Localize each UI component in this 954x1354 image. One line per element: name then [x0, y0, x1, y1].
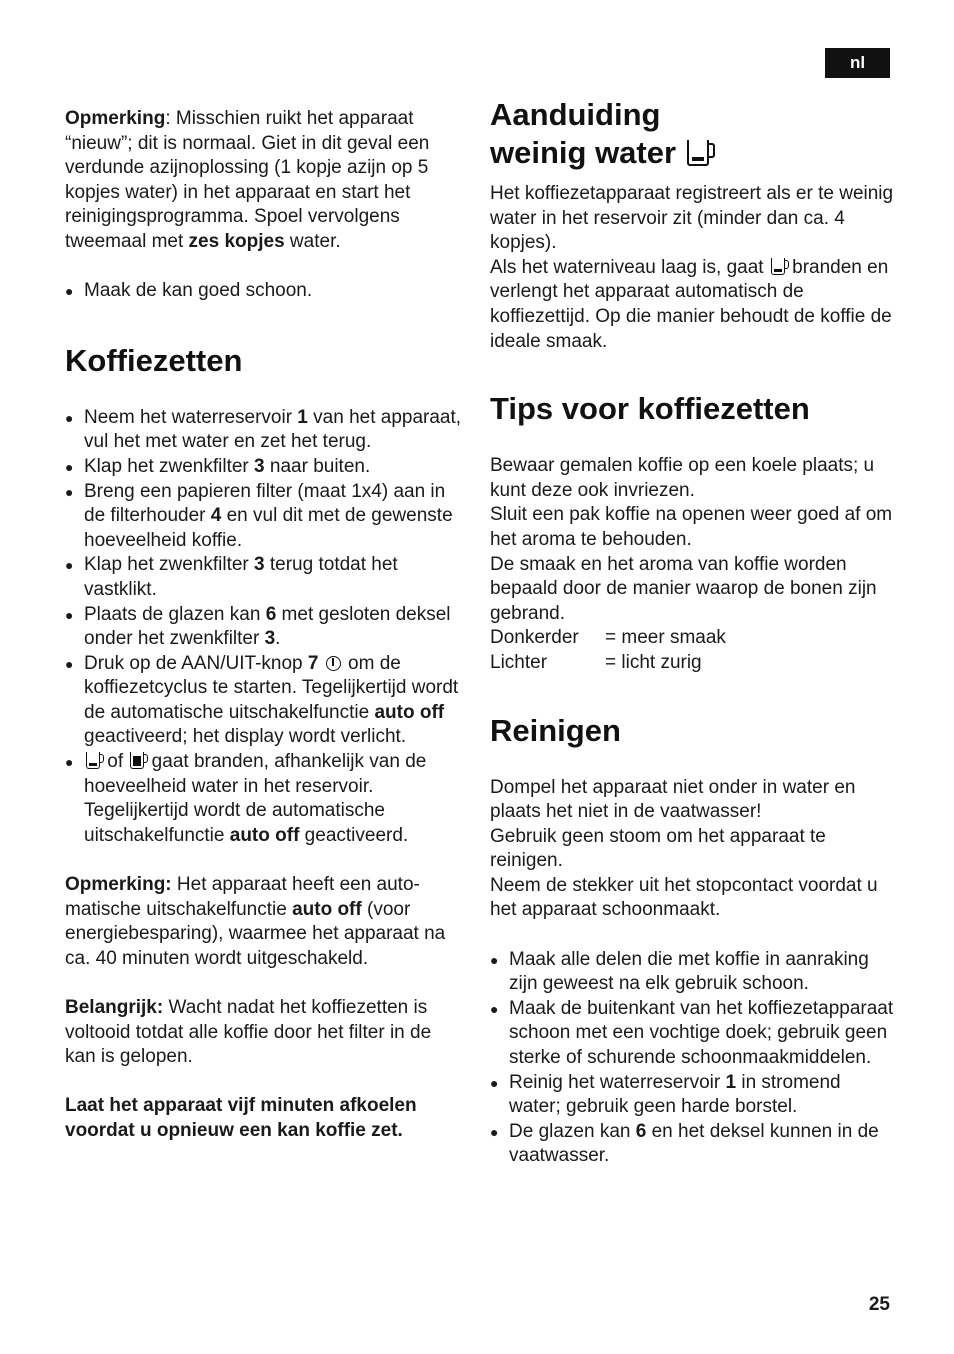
clean-paragraph: Gebruik geen stoom om het apparaat te reinigen. [490, 825, 826, 872]
cooldown-warning: Laat het apparaat vijf minuten afkoelen voordat u opnieuw een kan koffie zet. [65, 1095, 417, 1141]
tips-paragraph: Bewaar gemalen koffie op een koele plaats; u kunt deze ook invriezen. [490, 455, 875, 501]
left-column [65, 107, 463, 1144]
right-column [490, 96, 895, 1169]
list-item: ● De glazen kan 6 en het deksel kunnen in de vaatwasser. [490, 1120, 895, 1169]
list-item: ● Druk op de AAN/UIT-knop 7 om de koffiezetcyclus te starten. Tegelijkertijd wordt de automatische uitschakelfunctie auto off geactiveerd; het display wordt verlicht. [65, 652, 463, 750]
list-item: ● Maak de buitenkant van het koffiezetapparaat schoon met een vochtige doek; gebruik geen sterke of schurende schoonmaakmiddelen. [490, 997, 895, 1071]
language-badge [825, 48, 890, 78]
low-water-icon [771, 258, 785, 275]
note-paragraph: Opmerking: Misschien ruikt het apparaat “nieuw”; dit is normaal. Giet in dit geval een verdunde azijnoplossing (1 kopje azijn op 5 kopjes water) in het apparaat en start het reinigingsprogramma. Spoel vervolgens tweemaal met zes kopjes water. [65, 108, 430, 252]
list-item: ● of gaat branden, afhankelijk van de hoeveelheid water in het reservoir. Tegelijkertijd wordt de automatische uitschakelfunctie auto off geactiveerd. [65, 750, 463, 848]
roast-table [490, 626, 726, 675]
clean-jug-list [65, 279, 463, 304]
list-item: ● Neem het waterreservoir 1 van het apparaat, vul het met water en zet het terug. [65, 406, 463, 455]
table-row: Donkerder = meer smaak [490, 627, 726, 649]
full-water-icon [130, 752, 144, 769]
auto-off-note: Opmerking: Het apparaat heeft een automatische uitschakelfunctie auto off (voor energiebesparing), waarmee het apparaat na ca. 40 minuten wordt uitgeschakeld. [65, 874, 446, 969]
list-item: ● Maak de kan goed schoon. [65, 279, 463, 304]
low-water-paragraph-2: Als het waterniveau laag is, gaat branden en verlengt het apparaat automatisch de koffiezettijd. Op die manier behoudt de koffie de ideale smaak. [490, 256, 892, 352]
tips-paragraph: Sluit een pak koffie na openen weer goed af om het aroma te behouden. [490, 504, 893, 550]
low-water-icon [687, 140, 709, 166]
language-code: nl [849, 53, 866, 72]
section-title-reinigen: Reinigen [490, 712, 621, 748]
section-title-koffiezetten: Koffiezetten [65, 342, 243, 378]
list-item: ● Breng een papieren filter (maat 1x4) aan in de filterhouder 4 en vul dit met de gewenste hoeveelheid koffie. [65, 480, 463, 554]
tips-paragraph: De smaak en het aroma van koffie worden bepaald door de manier waarop de bonen zijn gebrand. [490, 553, 877, 624]
clean-steps-list [490, 948, 895, 1169]
list-item: ● Klap het zwenkfilter 3 naar buiten. [65, 455, 463, 480]
list-item: ● Maak alle delen die met koffie in aanraking zijn geweest na elk gebruik schoon. [490, 948, 895, 997]
table-row: Lichter = licht zurig [490, 651, 702, 673]
low-water-icon [86, 752, 100, 769]
power-icon [326, 656, 341, 671]
list-item: ● Klap het zwenkfilter 3 terug totdat het vastklikt. [65, 553, 463, 602]
low-water-paragraph: Het koffiezetapparaat registreert als er te weinig water in het reservoir zit (minder dan ca. 4 kopjes). [490, 183, 894, 254]
page-number: 25 [868, 1294, 890, 1315]
section-title-low-water: Aanduiding weinig water [490, 96, 895, 172]
list-item: ● Plaats de glazen kan 6 met gesloten deksel onder het zwenkfilter 3. [65, 603, 463, 652]
clean-paragraph: Dompel het apparaat niet onder in water en plaats het niet in de vaatwasser! [490, 776, 856, 823]
list-item: ● Reinig het waterreservoir 1 in stromend water; gebruik geen harde borstel. [490, 1071, 895, 1120]
clean-paragraph: Neem de stekker uit het stopcontact voordat u het apparaat schoonmaakt. [490, 874, 878, 921]
important-note: Belangrijk: Wacht nadat het koffiezetten is voltooid totdat alle koffie door het filter in de kan is gelopen. [65, 997, 432, 1068]
section-title-tips: Tips voor koffiezetten [490, 391, 810, 427]
brew-steps-list [65, 406, 463, 849]
